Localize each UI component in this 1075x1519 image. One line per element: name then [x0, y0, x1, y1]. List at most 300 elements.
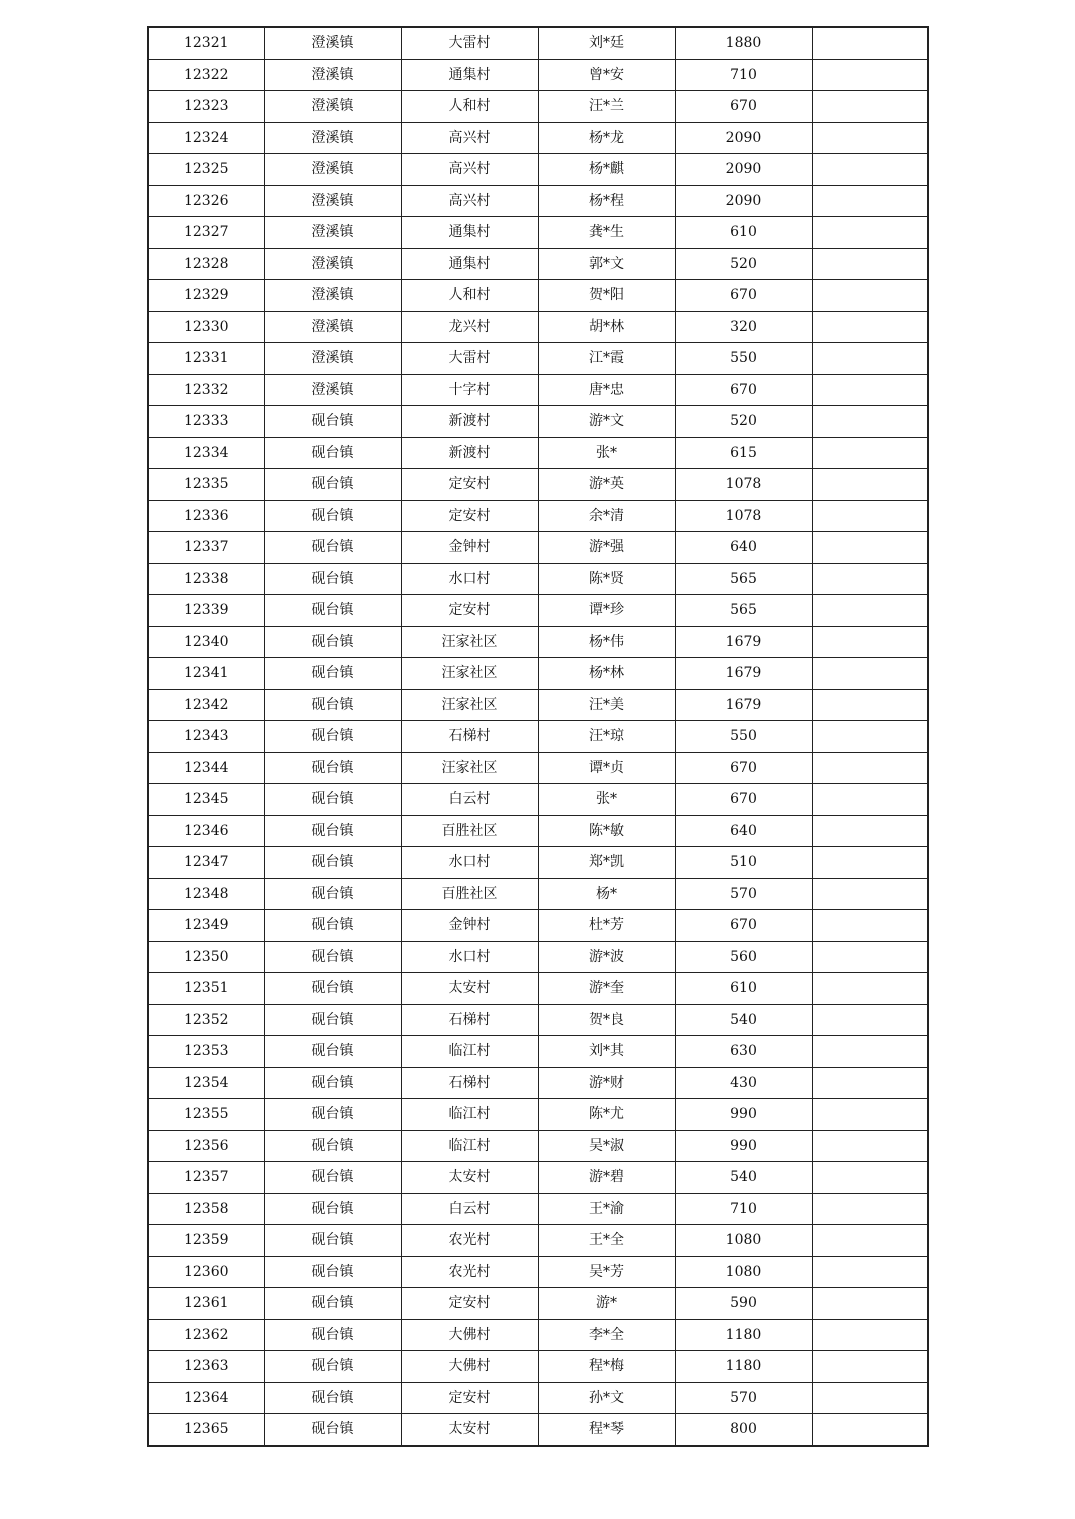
cell-amount: 1679 [675, 658, 812, 690]
table-row [148, 1351, 928, 1383]
cell-village: 金钟村 [401, 532, 538, 564]
cell-amount: 2090 [675, 122, 812, 154]
table-row [148, 154, 928, 186]
cell-village: 新渡村 [401, 406, 538, 438]
cell-amount: 550 [675, 721, 812, 753]
table-row [148, 1004, 928, 1036]
cell-amount: 320 [675, 311, 812, 343]
cell-serial-number: 12334 [148, 437, 264, 469]
cell-town: 砚台镇 [264, 1288, 401, 1320]
cell-remark [812, 563, 928, 595]
cell-village: 水口村 [401, 563, 538, 595]
cell-name: 杨*伟 [538, 626, 675, 658]
cell-serial-number: 12342 [148, 689, 264, 721]
cell-name: 曾*安 [538, 59, 675, 91]
cell-village: 高兴村 [401, 122, 538, 154]
cell-village: 定安村 [401, 1288, 538, 1320]
cell-name: 贺*良 [538, 1004, 675, 1036]
cell-remark [812, 689, 928, 721]
cell-amount: 1679 [675, 626, 812, 658]
cell-remark [812, 500, 928, 532]
cell-name: 郭*文 [538, 248, 675, 280]
cell-village: 临江村 [401, 1036, 538, 1068]
data-table [147, 26, 929, 1447]
cell-amount: 540 [675, 1004, 812, 1036]
cell-name: 刘*廷 [538, 27, 675, 59]
cell-remark [812, 122, 928, 154]
cell-town: 砚台镇 [264, 689, 401, 721]
cell-remark [812, 1382, 928, 1414]
cell-serial-number: 12355 [148, 1099, 264, 1131]
cell-town: 澄溪镇 [264, 59, 401, 91]
cell-name: 龚*生 [538, 217, 675, 249]
table-row [148, 280, 928, 312]
cell-village: 临江村 [401, 1130, 538, 1162]
cell-remark [812, 1319, 928, 1351]
table-row [148, 1225, 928, 1257]
cell-amount: 670 [675, 91, 812, 123]
cell-amount: 565 [675, 563, 812, 595]
cell-amount: 1679 [675, 689, 812, 721]
cell-serial-number: 12340 [148, 626, 264, 658]
cell-amount: 615 [675, 437, 812, 469]
cell-town: 砚台镇 [264, 784, 401, 816]
cell-village: 汪家社区 [401, 752, 538, 784]
cell-name: 游*英 [538, 469, 675, 501]
cell-name: 谭*贞 [538, 752, 675, 784]
table-row [148, 878, 928, 910]
cell-name: 吴*芳 [538, 1256, 675, 1288]
cell-remark [812, 27, 928, 59]
cell-town: 澄溪镇 [264, 248, 401, 280]
cell-village: 大雷村 [401, 27, 538, 59]
cell-town: 砚台镇 [264, 469, 401, 501]
cell-village: 通集村 [401, 217, 538, 249]
cell-town: 澄溪镇 [264, 122, 401, 154]
cell-village: 太安村 [401, 1414, 538, 1446]
cell-name: 游*碧 [538, 1162, 675, 1194]
cell-amount: 430 [675, 1067, 812, 1099]
cell-town: 砚台镇 [264, 406, 401, 438]
cell-serial-number: 12363 [148, 1351, 264, 1383]
cell-remark [812, 878, 928, 910]
cell-name: 吴*淑 [538, 1130, 675, 1162]
cell-town: 砚台镇 [264, 1099, 401, 1131]
cell-serial-number: 12348 [148, 878, 264, 910]
cell-serial-number: 12354 [148, 1067, 264, 1099]
cell-town: 砚台镇 [264, 1162, 401, 1194]
cell-name: 余*清 [538, 500, 675, 532]
table-body [148, 27, 928, 1446]
cell-serial-number: 12357 [148, 1162, 264, 1194]
cell-remark [812, 311, 928, 343]
cell-amount: 2090 [675, 185, 812, 217]
cell-town: 砚台镇 [264, 1193, 401, 1225]
cell-serial-number: 12330 [148, 311, 264, 343]
table-row [148, 59, 928, 91]
cell-amount: 670 [675, 910, 812, 942]
cell-serial-number: 12339 [148, 595, 264, 627]
cell-remark [812, 1414, 928, 1446]
cell-village: 白云村 [401, 784, 538, 816]
cell-amount: 990 [675, 1099, 812, 1131]
cell-serial-number: 12352 [148, 1004, 264, 1036]
cell-name: 贺*阳 [538, 280, 675, 312]
cell-name: 汪*美 [538, 689, 675, 721]
cell-amount: 1880 [675, 27, 812, 59]
table-row [148, 311, 928, 343]
table-row [148, 27, 928, 59]
cell-town: 澄溪镇 [264, 280, 401, 312]
cell-amount: 640 [675, 532, 812, 564]
cell-village: 龙兴村 [401, 311, 538, 343]
cell-name: 汪*兰 [538, 91, 675, 123]
table-row [148, 815, 928, 847]
cell-town: 砚台镇 [264, 721, 401, 753]
cell-town: 砚台镇 [264, 658, 401, 690]
cell-town: 澄溪镇 [264, 154, 401, 186]
cell-name: 王*全 [538, 1225, 675, 1257]
cell-remark [812, 532, 928, 564]
table-row [148, 973, 928, 1005]
cell-serial-number: 12329 [148, 280, 264, 312]
cell-serial-number: 12324 [148, 122, 264, 154]
cell-serial-number: 12351 [148, 973, 264, 1005]
table-row [148, 689, 928, 721]
cell-name: 刘*其 [538, 1036, 675, 1068]
cell-serial-number: 12360 [148, 1256, 264, 1288]
cell-name: 李*全 [538, 1319, 675, 1351]
table-row [148, 1414, 928, 1446]
cell-village: 百胜社区 [401, 878, 538, 910]
cell-village: 汪家社区 [401, 658, 538, 690]
table-row [148, 658, 928, 690]
cell-village: 大佛村 [401, 1351, 538, 1383]
cell-village: 定安村 [401, 500, 538, 532]
cell-serial-number: 12346 [148, 815, 264, 847]
cell-town: 澄溪镇 [264, 185, 401, 217]
cell-name: 程*琴 [538, 1414, 675, 1446]
cell-amount: 610 [675, 973, 812, 1005]
table-row [148, 847, 928, 879]
cell-village: 人和村 [401, 280, 538, 312]
cell-village: 石梯村 [401, 1004, 538, 1036]
cell-serial-number: 12349 [148, 910, 264, 942]
cell-remark [812, 626, 928, 658]
cell-remark [812, 815, 928, 847]
cell-name: 唐*忠 [538, 374, 675, 406]
cell-town: 澄溪镇 [264, 311, 401, 343]
table-row [148, 1288, 928, 1320]
cell-village: 新渡村 [401, 437, 538, 469]
table-row [148, 1067, 928, 1099]
cell-amount: 520 [675, 248, 812, 280]
cell-amount: 590 [675, 1288, 812, 1320]
cell-village: 石梯村 [401, 1067, 538, 1099]
table-row [148, 122, 928, 154]
cell-name: 汪*琼 [538, 721, 675, 753]
table-row [148, 248, 928, 280]
cell-name: 王*渝 [538, 1193, 675, 1225]
table-row [148, 941, 928, 973]
cell-name: 郑*凯 [538, 847, 675, 879]
cell-town: 砚台镇 [264, 847, 401, 879]
cell-amount: 710 [675, 1193, 812, 1225]
cell-amount: 1078 [675, 500, 812, 532]
cell-serial-number: 12322 [148, 59, 264, 91]
cell-serial-number: 12335 [148, 469, 264, 501]
cell-serial-number: 12327 [148, 217, 264, 249]
cell-amount: 550 [675, 343, 812, 375]
cell-town: 砚台镇 [264, 973, 401, 1005]
cell-town: 砚台镇 [264, 500, 401, 532]
cell-serial-number: 12356 [148, 1130, 264, 1162]
cell-serial-number: 12365 [148, 1414, 264, 1446]
cell-remark [812, 1256, 928, 1288]
cell-amount: 670 [675, 784, 812, 816]
cell-town: 砚台镇 [264, 1351, 401, 1383]
cell-serial-number: 12358 [148, 1193, 264, 1225]
cell-name: 程*梅 [538, 1351, 675, 1383]
cell-name: 杨*龙 [538, 122, 675, 154]
cell-amount: 670 [675, 280, 812, 312]
table-row [148, 500, 928, 532]
cell-name: 游*奎 [538, 973, 675, 1005]
cell-amount: 800 [675, 1414, 812, 1446]
cell-serial-number: 12323 [148, 91, 264, 123]
table-row [148, 1099, 928, 1131]
cell-village: 高兴村 [401, 185, 538, 217]
cell-town: 澄溪镇 [264, 217, 401, 249]
cell-amount: 510 [675, 847, 812, 879]
cell-amount: 570 [675, 1382, 812, 1414]
cell-amount: 565 [675, 595, 812, 627]
table-row [148, 784, 928, 816]
cell-serial-number: 12364 [148, 1382, 264, 1414]
cell-serial-number: 12343 [148, 721, 264, 753]
cell-village: 十字村 [401, 374, 538, 406]
table-row [148, 406, 928, 438]
table-row [148, 752, 928, 784]
cell-amount: 540 [675, 1162, 812, 1194]
cell-name: 杨* [538, 878, 675, 910]
cell-name: 游* [538, 1288, 675, 1320]
table-row [148, 626, 928, 658]
cell-town: 砚台镇 [264, 626, 401, 658]
cell-serial-number: 12359 [148, 1225, 264, 1257]
cell-serial-number: 12341 [148, 658, 264, 690]
cell-amount: 630 [675, 1036, 812, 1068]
cell-town: 砚台镇 [264, 1225, 401, 1257]
cell-village: 人和村 [401, 91, 538, 123]
cell-remark [812, 217, 928, 249]
cell-town: 澄溪镇 [264, 91, 401, 123]
cell-remark [812, 752, 928, 784]
cell-remark [812, 1004, 928, 1036]
cell-village: 汪家社区 [401, 626, 538, 658]
cell-amount: 1078 [675, 469, 812, 501]
cell-village: 水口村 [401, 941, 538, 973]
table-row [148, 469, 928, 501]
cell-name: 谭*珍 [538, 595, 675, 627]
cell-amount: 520 [675, 406, 812, 438]
cell-name: 江*霞 [538, 343, 675, 375]
cell-name: 杨*林 [538, 658, 675, 690]
cell-name: 游*波 [538, 941, 675, 973]
cell-amount: 990 [675, 1130, 812, 1162]
cell-amount: 1180 [675, 1351, 812, 1383]
cell-village: 高兴村 [401, 154, 538, 186]
cell-town: 砚台镇 [264, 1067, 401, 1099]
cell-village: 临江村 [401, 1099, 538, 1131]
cell-name: 张* [538, 784, 675, 816]
table-row [148, 1130, 928, 1162]
table-row [148, 1193, 928, 1225]
cell-remark [812, 721, 928, 753]
cell-town: 砚台镇 [264, 1004, 401, 1036]
table-row [148, 437, 928, 469]
cell-town: 砚台镇 [264, 941, 401, 973]
cell-village: 汪家社区 [401, 689, 538, 721]
cell-amount: 1180 [675, 1319, 812, 1351]
cell-remark [812, 1288, 928, 1320]
cell-remark [812, 374, 928, 406]
table-row [148, 532, 928, 564]
cell-village: 石梯村 [401, 721, 538, 753]
cell-serial-number: 12325 [148, 154, 264, 186]
cell-name: 胡*林 [538, 311, 675, 343]
cell-amount: 640 [675, 815, 812, 847]
cell-serial-number: 12337 [148, 532, 264, 564]
cell-serial-number: 12361 [148, 1288, 264, 1320]
cell-village: 百胜社区 [401, 815, 538, 847]
cell-name: 杨*程 [538, 185, 675, 217]
cell-name: 陈*贤 [538, 563, 675, 595]
table-row [148, 185, 928, 217]
table-row [148, 217, 928, 249]
cell-village: 白云村 [401, 1193, 538, 1225]
cell-name: 游*财 [538, 1067, 675, 1099]
cell-remark [812, 1130, 928, 1162]
cell-town: 澄溪镇 [264, 27, 401, 59]
cell-remark [812, 847, 928, 879]
cell-serial-number: 12345 [148, 784, 264, 816]
cell-village: 农光村 [401, 1256, 538, 1288]
cell-amount: 710 [675, 59, 812, 91]
cell-village: 大雷村 [401, 343, 538, 375]
table-row [148, 721, 928, 753]
table-row [148, 563, 928, 595]
cell-village: 农光村 [401, 1225, 538, 1257]
cell-serial-number: 12321 [148, 27, 264, 59]
cell-town: 砚台镇 [264, 595, 401, 627]
cell-serial-number: 12362 [148, 1319, 264, 1351]
table-row [148, 1036, 928, 1068]
cell-name: 游*文 [538, 406, 675, 438]
cell-village: 定安村 [401, 1382, 538, 1414]
cell-remark [812, 154, 928, 186]
cell-town: 砚台镇 [264, 1036, 401, 1068]
table-row [148, 1256, 928, 1288]
cell-village: 金钟村 [401, 910, 538, 942]
cell-town: 砚台镇 [264, 910, 401, 942]
cell-amount: 2090 [675, 154, 812, 186]
table-row [148, 1162, 928, 1194]
cell-remark [812, 437, 928, 469]
cell-town: 砚台镇 [264, 532, 401, 564]
cell-village: 通集村 [401, 248, 538, 280]
cell-remark [812, 248, 928, 280]
cell-remark [812, 1351, 928, 1383]
cell-amount: 560 [675, 941, 812, 973]
table-row [148, 374, 928, 406]
cell-serial-number: 12347 [148, 847, 264, 879]
cell-town: 砚台镇 [264, 752, 401, 784]
cell-town: 砚台镇 [264, 1256, 401, 1288]
cell-serial-number: 12326 [148, 185, 264, 217]
cell-amount: 570 [675, 878, 812, 910]
cell-name: 游*强 [538, 532, 675, 564]
cell-remark [812, 658, 928, 690]
cell-amount: 670 [675, 752, 812, 784]
cell-remark [812, 185, 928, 217]
cell-remark [812, 469, 928, 501]
cell-serial-number: 12336 [148, 500, 264, 532]
cell-name: 杜*芳 [538, 910, 675, 942]
table-row [148, 1382, 928, 1414]
cell-serial-number: 12333 [148, 406, 264, 438]
cell-serial-number: 12344 [148, 752, 264, 784]
cell-village: 水口村 [401, 847, 538, 879]
cell-town: 澄溪镇 [264, 374, 401, 406]
cell-remark [812, 1225, 928, 1257]
cell-amount: 610 [675, 217, 812, 249]
table-row [148, 343, 928, 375]
cell-remark [812, 343, 928, 375]
cell-name: 陈*敏 [538, 815, 675, 847]
cell-remark [812, 1162, 928, 1194]
cell-serial-number: 12328 [148, 248, 264, 280]
cell-town: 砚台镇 [264, 815, 401, 847]
cell-town: 砚台镇 [264, 1319, 401, 1351]
cell-remark [812, 910, 928, 942]
cell-remark [812, 91, 928, 123]
cell-remark [812, 280, 928, 312]
cell-remark [812, 59, 928, 91]
cell-serial-number: 12338 [148, 563, 264, 595]
cell-remark [812, 595, 928, 627]
cell-village: 大佛村 [401, 1319, 538, 1351]
cell-remark [812, 973, 928, 1005]
cell-village: 太安村 [401, 973, 538, 1005]
cell-town: 砚台镇 [264, 1130, 401, 1162]
cell-name: 张* [538, 437, 675, 469]
cell-amount: 1080 [675, 1256, 812, 1288]
table-row [148, 595, 928, 627]
cell-remark [812, 1067, 928, 1099]
cell-town: 砚台镇 [264, 1382, 401, 1414]
cell-village: 定安村 [401, 469, 538, 501]
table-row [148, 91, 928, 123]
cell-village: 通集村 [401, 59, 538, 91]
cell-town: 砚台镇 [264, 878, 401, 910]
cell-name: 杨*麒 [538, 154, 675, 186]
cell-town: 砚台镇 [264, 437, 401, 469]
cell-town: 砚台镇 [264, 563, 401, 595]
cell-town: 澄溪镇 [264, 343, 401, 375]
cell-serial-number: 12332 [148, 374, 264, 406]
cell-village: 定安村 [401, 595, 538, 627]
